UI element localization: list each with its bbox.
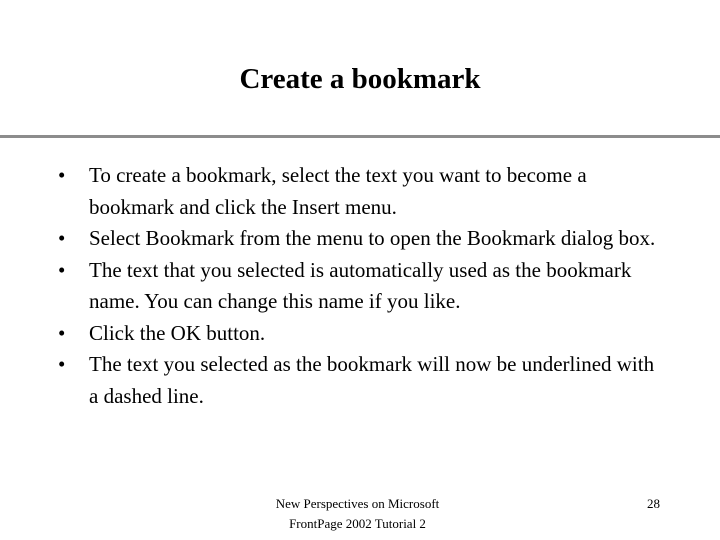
footer-line: New Perspectives on Microsoft (275, 496, 440, 511)
slide-title: Create a bookmark (239, 63, 481, 95)
bullet-item (58, 255, 668, 318)
bullet-text: To create a bookmark, select the text you want to become a bookmark and click the Insert menu. (89, 163, 587, 219)
bullet-list (58, 160, 668, 412)
bullet-item (58, 318, 668, 350)
title-divider (0, 135, 720, 138)
bullet-item (58, 223, 668, 255)
bullet-icon: • (58, 257, 66, 282)
footer-line: FrontPage 2002 Tutorial 2 (289, 516, 426, 531)
bullet-text: The text that you selected is automatically used as the bookmark name. You can change this name if you like. (89, 257, 632, 313)
bullet-icon: • (58, 352, 66, 376)
bullet-text: Select Bookmark from the menu to open the Bookmark dialog box. (89, 226, 656, 250)
bullet-item (58, 160, 668, 223)
bullet-item (58, 349, 668, 412)
page-number: 28 (647, 496, 660, 511)
bullet-icon: • (58, 163, 66, 187)
bullet-text: The text you selected as the bookmark will now be underlined with a dashed line. (89, 352, 655, 408)
bullet-icon: • (58, 320, 66, 345)
bullet-icon: • (58, 226, 66, 250)
bullet-text: Click the OK button. (89, 320, 266, 345)
slide-footer (240, 494, 475, 534)
